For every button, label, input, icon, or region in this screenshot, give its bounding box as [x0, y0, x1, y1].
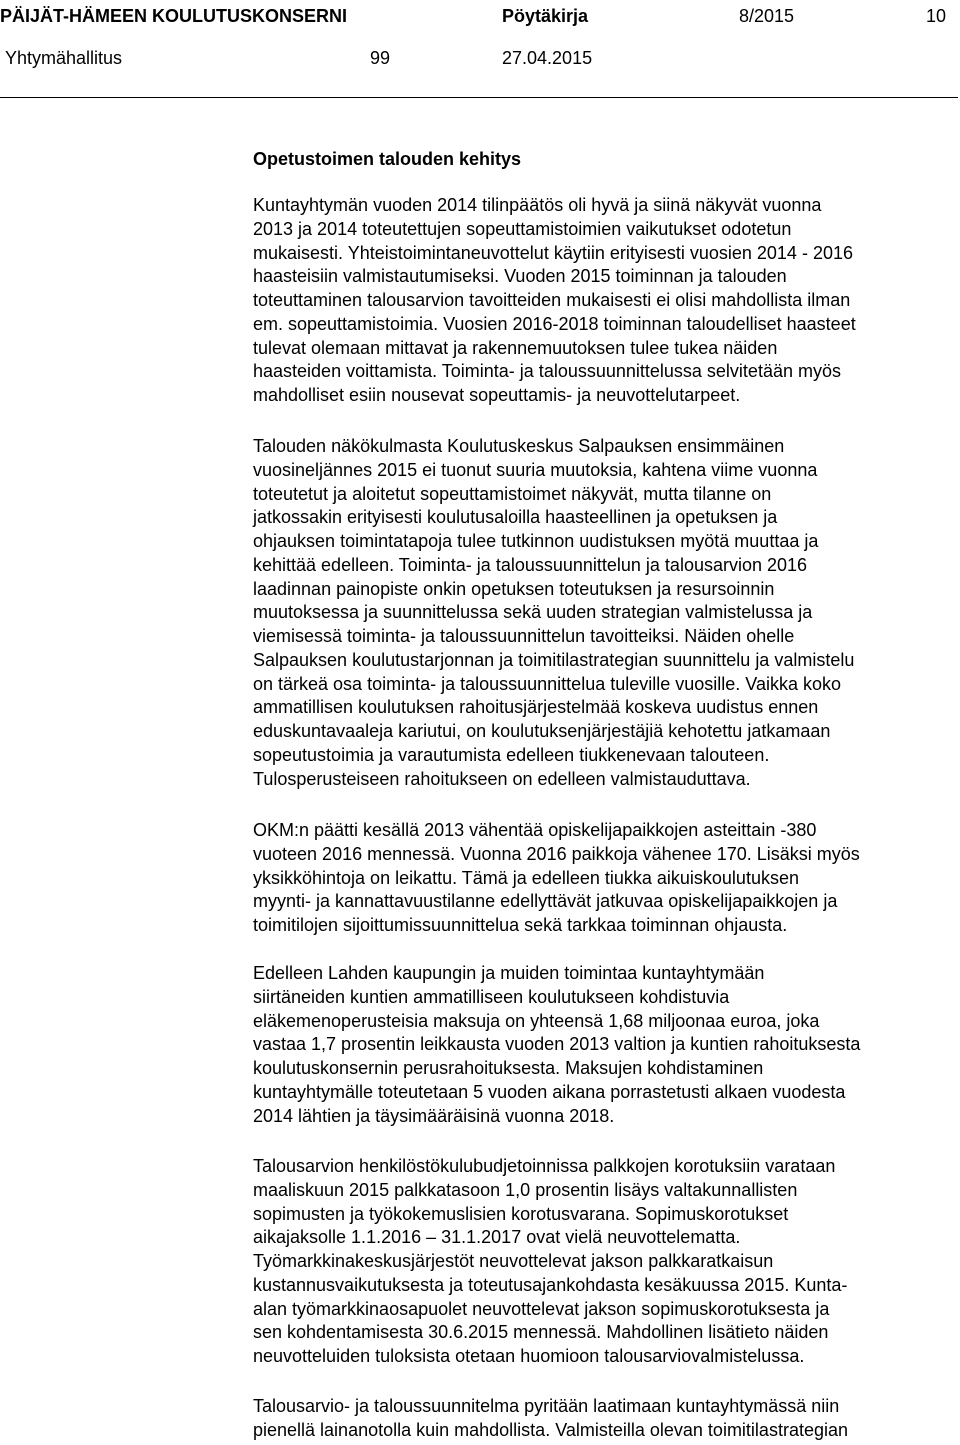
text-line: vuosineljännes 2015 ei tuonut suuria muutoksia, kahtena viime vuonna	[253, 459, 818, 480]
text-line: on tärkeä osa toiminta- ja taloussuunnittelua tuleville vuosille. Vaikka koko	[253, 673, 841, 694]
text-line: muutoksessa ja suunnittelussa sekä uuden strategian valmistelussa ja	[253, 602, 813, 623]
text-line: OKM:n päätti kesällä 2013 vähentää opiskelijapaikkojen asteittain -380	[253, 820, 817, 840]
paragraph	[253, 1155, 958, 1369]
organization-name: PÄIJÄT-HÄMEEN KOULUTUSKONSERNI	[0, 6, 348, 26]
meeting-date: 27.04.2015	[502, 48, 593, 68]
text-line: aikajaksolle 1.1.2016 – 31.1.2017 ovat vielä neuvottelematta.	[253, 1227, 741, 1248]
text-line: ammatillisen koulutuksen rahoitusjärjestelmää koskeva uudistus ennen	[253, 697, 819, 718]
text-line: yksikköhintoja on leikattu. Tämä ja edelleen tiukka aikuiskoulutuksen	[253, 867, 799, 888]
text-line: mahdolliset esiin nousevat sopeuttamis- ja neuvottelutarpeet.	[253, 385, 741, 405]
text-line: pienellä lainanotolla kuin mahdollista. Valmisteilla olevan toimitilastrategian	[253, 1419, 848, 1440]
text-line: Edelleen Lahden kaupungin ja muiden toimintaa kuntayhtymään	[253, 963, 765, 983]
text-line: ohjauksen toimintatapoja tulee tutkinnon uudistuksen myötä muuttaa ja	[253, 531, 819, 551]
text-line: Talousarvion henkilöstökulubudjetoinnissa palkkojen korotuksiin varataan	[253, 1156, 836, 1176]
text-line: vastaa 1,7 prosentin leikkausta vuoden 2013 valtion ja kuntien rahoituksesta	[253, 1034, 861, 1055]
section-number: 99	[370, 48, 391, 68]
meeting-body: Yhtymähallitus	[5, 48, 123, 68]
text-line: siirtäneiden kuntien ammatilliseen koulutukseen kohdistuvia	[253, 986, 730, 1007]
text-line: sen kohdentamisesta 30.6.2015 mennessä. Mahdollinen lisätieto näiden	[253, 1322, 829, 1343]
paragraph	[253, 435, 958, 791]
text-line: tulevat olemaan mittavat ja rakennemuutoksen tulee tukea näiden	[253, 337, 778, 358]
text-line: haasteisiin valmistautumiseksi. Vuoden 2015 toiminnan ja talouden	[253, 266, 787, 287]
text-line: 2014 lähtien ja täysimääräisinä vuonna 2018.	[253, 1105, 615, 1126]
paragraph	[253, 194, 958, 408]
text-line: 2013 ja 2014 toteutettujen sopeuttamistoimien vaikutukset odotetun	[253, 218, 792, 239]
paragraph	[253, 819, 958, 938]
text-line: toimitilojen sijoittumissuunnittelua sekä tarkkaa toiminnan ohjausta.	[253, 915, 788, 935]
text-line: koulutuskonsernin perusrahoituksesta. Maksujen kohdistaminen	[253, 1058, 764, 1078]
section-title: Opetustoimen talouden kehitys	[253, 149, 522, 169]
text-line: Salpauksen koulutustarjonnan ja toimitilastrategian suunnittelu ja valmistelu	[253, 649, 855, 670]
text-line: laadinnan painopiste onkin opetuksen toteutuksen ja resursoinnin	[253, 578, 775, 599]
text-line: vuoteen 2016 mennessä. Vuonna 2016 paikkoja vähenee 170. Lisäksi myös	[253, 843, 860, 864]
issue-number: 8/2015	[739, 6, 795, 26]
text-line: Talousarvio- ja taloussuunnitelma pyritään laatimaan kuntayhtymässä niin	[253, 1396, 840, 1416]
header-divider	[0, 97, 958, 98]
text-line: jatkossakin erityisesti koulutusaloilla haasteellinen ja opetuksen ja	[253, 507, 778, 528]
text-line: eläkemenoperusteisia maksuja on yhteensä 1,68 miljoonaa euroa, joka	[253, 1010, 820, 1031]
text-line: toteuttaminen talousarvion tavoitteiden mukaisesti ei olisi mahdollista ilman	[253, 290, 851, 310]
text-line: maaliskuun 2015 palkkatasoon 1,0 prosentin lisäys valtakunnallisten	[253, 1179, 798, 1200]
document-type: Pöytäkirja	[502, 6, 589, 26]
text-line: Talouden näkökulmasta Koulutuskeskus Salpauksen ensimmäinen	[253, 436, 785, 456]
text-line: sopeutustoimia ja varautumista edelleen tiukkenevaan talouteen.	[253, 744, 770, 765]
text-line: kehittää edelleen. Toiminta- ja taloussuunnittelun ja talousarvion 2016	[253, 554, 808, 575]
text-line: Työmarkkinakeskusjärjestöt neuvottelevat jakson palkkaratkaisun	[253, 1251, 774, 1271]
text-line: kustannusvaikutuksesta ja toteutusajankohdasta kesäkuussa 2015. Kunta-	[253, 1274, 848, 1295]
page-number: 10	[926, 6, 947, 26]
text-line: myynti- ja kannattavuustilanne edellyttävät jatkuvaa opiskelijapaikkojen ja	[253, 891, 838, 912]
text-line: toteutetut ja aloitetut sopeuttamistoimet näkyvät, mutta tilanne on	[253, 483, 772, 504]
text-line: Tulosperusteiseen rahoitukseen on edelleen valmistauduttava.	[253, 768, 751, 789]
text-line: sopimusten ja työkokemuslisien korotusvarana. Sopimuskorotukset	[253, 1203, 789, 1224]
text-line: Kuntayhtymän vuoden 2014 tilinpäätös oli hyvä ja siinä näkyvät vuonna	[253, 195, 822, 215]
text-line: mukaisesti. Yhteistoimintaneuvottelut käytiin erityisesti vuosien 2014 - 2016	[253, 242, 853, 263]
paragraph	[253, 962, 958, 1128]
text-line: em. sopeuttamistoimia. Vuosien 2016-2018 toiminnan taloudelliset haasteet	[253, 313, 856, 334]
paragraph	[253, 1395, 958, 1443]
text-line: viemisessä toiminta- ja taloussuunnittelun tavoitteiksi. Näiden ohelle	[253, 626, 795, 646]
text-line: eduskuntavaaleja kariutui, on koulutuksenjärjestäjiä kehotettu jatkamaan	[253, 721, 831, 741]
text-line: kuntayhtymälle toteutetaan 5 vuoden aikana porrastetusti alkaen vuodesta	[253, 1081, 846, 1102]
text-line: neuvotteluiden tuloksista otetaan huomioon talousarviovalmistelussa.	[253, 1346, 805, 1366]
text-line: haasteiden voittamista. Toiminta- ja taloussuunnittelussa selvitetään myös	[253, 361, 841, 382]
text-line: alan työmarkkinaosapuolet neuvottelevat jakson sopimuskorotuksesta ja	[253, 1298, 830, 1319]
